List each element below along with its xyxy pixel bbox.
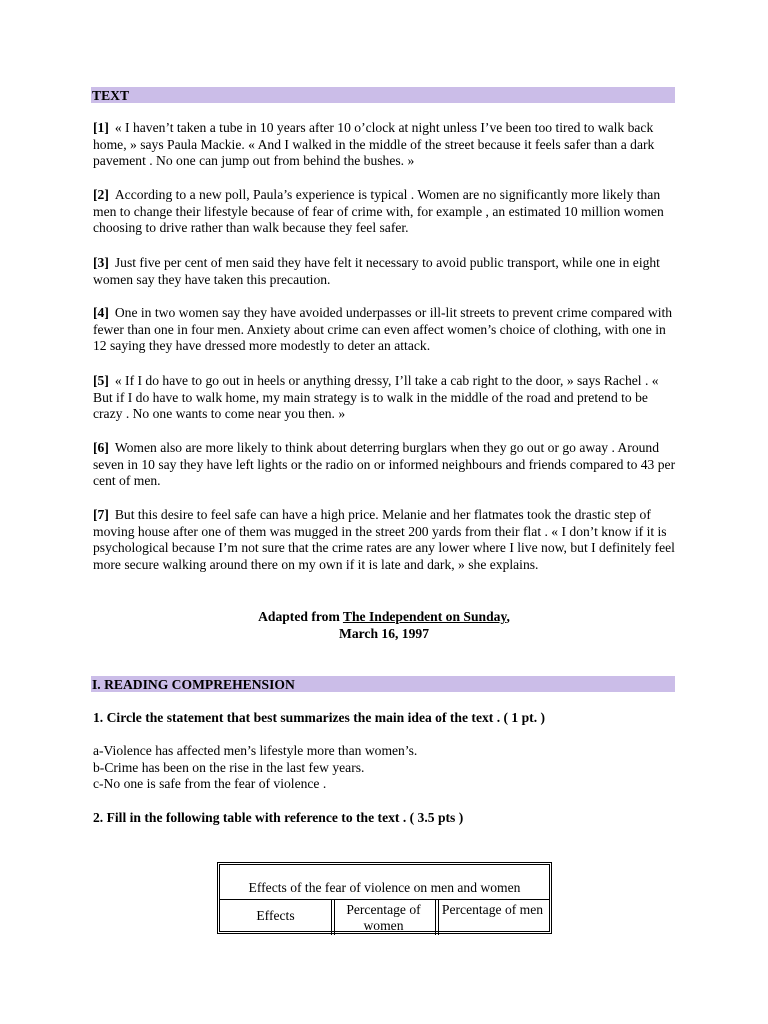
column-header-women: Percentage of women — [332, 900, 436, 935]
paragraph-4 — [93, 305, 679, 355]
question-1-options — [93, 743, 675, 793]
paragraph-text: But this desire to feel safe can have a high price. Melanie and her flatmates took the drastic step of moving house after one of them was mugged in the street 200 yards from their flat . « I don’t know if it is psychological because I’m not sure that the crime rates are any lower where I live now, but I definitely feel more secure walking around there on my own if it is late and dark, » she explains. — [93, 507, 675, 572]
column-header-effects: Effects — [220, 900, 332, 935]
option-b[interactable]: b-Crime has been on the rise in the last few years. — [93, 759, 365, 775]
paragraph-number: [2] — [93, 187, 109, 202]
source-suffix: , — [506, 609, 510, 624]
comprehension-section-title: I. READING COMPREHENSION — [92, 677, 295, 692]
paragraph-number: [7] — [93, 507, 109, 522]
question-1: 1. Circle the statement that best summarizes the main idea of the text . ( 1 pt. ) — [93, 710, 546, 725]
comprehension-section-header — [91, 676, 675, 692]
paragraph-number: [1] — [93, 120, 109, 135]
text-section-title: TEXT — [92, 88, 130, 103]
column-header-men: Percentage of men — [441, 902, 544, 917]
paragraph-6 — [93, 440, 679, 490]
source-citation — [93, 609, 675, 642]
paragraph-number: [4] — [93, 305, 109, 320]
source-prefix: Adapted from — [258, 609, 343, 624]
paragraph-number: [3] — [93, 255, 109, 270]
table-caption: Effects of the fear of violence on men and women — [248, 880, 521, 895]
paragraph-number: [6] — [93, 440, 109, 455]
paragraph-text: « If I do have to go out in heels or anything dressy, I’ll take a cab right to the door, » says Rachel . « But if I do have to walk home, my main strategy is to walk in the middle of the road and pretend to be crazy . No one wants to come near you then. » — [93, 373, 659, 422]
table-header-row — [220, 899, 549, 935]
option-a[interactable]: a-Violence has affected men’s lifestyle more than women’s. — [93, 743, 418, 758]
paragraph-2 — [93, 187, 679, 237]
source-publication: The Independent on Sunday — [342, 609, 507, 624]
source-date: March 16, 1997 — [339, 625, 429, 641]
paragraph-5 — [93, 373, 679, 423]
effects-table — [217, 862, 552, 934]
paragraph-text: Women also are more likely to think about deterring burglars when they go out or go away . Around seven in 10 say they have left lights or the radio on or informed neighbours and friends compared to 43 per cent of men. — [93, 440, 676, 489]
paragraph-1 — [93, 120, 679, 170]
paragraph-7 — [93, 507, 679, 573]
paragraph-text: Just five per cent of men said they have felt it necessary to avoid public transport, while one in eight women say they have taken this precaution. — [93, 255, 660, 287]
paragraph-number: [5] — [93, 373, 109, 388]
paragraph-3 — [93, 255, 679, 288]
option-c[interactable]: c-No one is safe from the fear of violence . — [93, 776, 327, 792]
paragraph-text: « I haven’t taken a tube in 10 years after 10 o’clock at night unless I’ve been too tired to walk back home, » says Paula Mackie. « And I walked in the middle of the street because it feels safer than a dark pavement . No one can jump out from behind the bushes. » — [93, 120, 655, 169]
text-section-header — [91, 87, 675, 103]
question-2: 2. Fill in the following table with reference to the text . ( 3.5 pts ) — [93, 810, 464, 825]
paragraph-text: One in two women say they have avoided underpasses or ill-lit streets to prevent crime compared with fewer than one in four men. Anxiety about crime can even affect women’s choice of clothing, with one in 12 saying they have dressed more modestly to deter an attack. — [93, 305, 673, 354]
paragraph-text: According to a new poll, Paula’s experience is typical . Women are no significantly more likely than men to change their lifestyle because of fear of crime with, for example , an estimated 10 million women choosing to drive rather than walk because they feel safer. — [93, 187, 664, 236]
